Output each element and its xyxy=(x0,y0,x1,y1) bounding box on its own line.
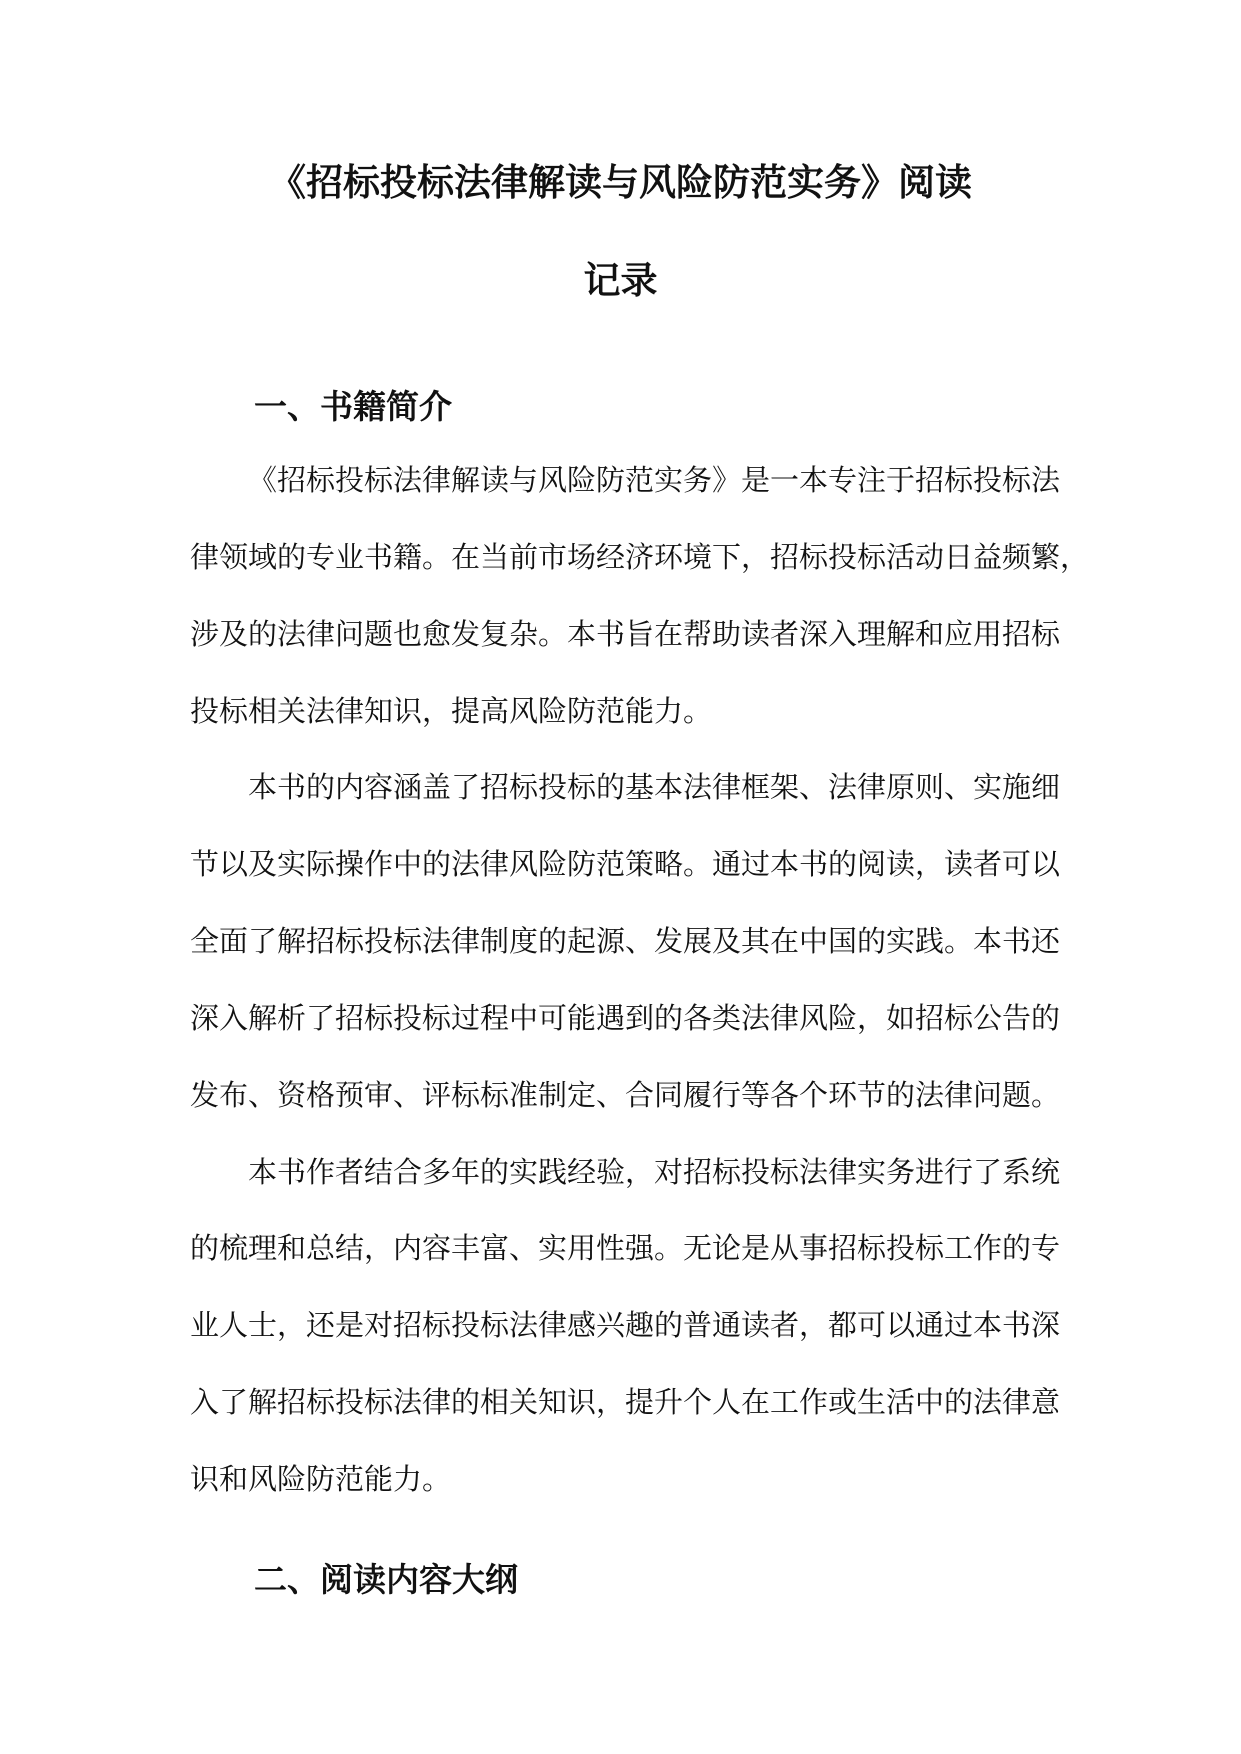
paragraph-line: 的梳理和总结，内容丰富、实用性强。无论是从事招标投标工作的专 xyxy=(190,1231,1061,1265)
paragraph-line: 本书的内容涵盖了招标投标的基本法律框架、法律原则、实施细 xyxy=(248,770,1061,804)
paragraph-line: 全面了解招标投标法律制度的起源、发展及其在中国的实践。本书还 xyxy=(190,924,1061,958)
paragraph-line: 深入解析了招标投标过程中可能遇到的各类法律风险，如招标公告的 xyxy=(190,1001,1061,1035)
section-heading-intro: 一、书籍简介 xyxy=(254,387,452,426)
paragraph-line: 本书作者结合多年的实践经验，对招标投标法律实务进行了系统 xyxy=(248,1155,1061,1189)
document-title-line2: 记录 xyxy=(583,259,658,302)
section-heading-outline: 二、阅读内容大纲 xyxy=(254,1560,518,1599)
paragraph-line: 《招标投标法律解读与风险防范实务》是一本专注于招标投标法 xyxy=(248,463,1061,497)
paragraph-line: 律领域的专业书籍。在当前市场经济环境下，招标投标活动日益频繁， xyxy=(190,540,1090,574)
paragraph-line: 识和风险防范能力。 xyxy=(190,1462,452,1496)
paragraph-line: 业人士，还是对招标投标法律感兴趣的普通读者，都可以通过本书深 xyxy=(190,1308,1061,1342)
paragraph-line: 发布、资格预审、评标标准制定、合同履行等各个环节的法律问题。 xyxy=(190,1078,1061,1112)
paragraph-line: 涉及的法律问题也愈发复杂。本书旨在帮助读者深入理解和应用招标 xyxy=(190,617,1061,651)
document-title-line1: 《招标投标法律解读与风险防范实务》阅读 xyxy=(269,161,972,204)
paragraph-line: 节以及实际操作中的法律风险防范策略。通过本书的阅读，读者可以 xyxy=(190,847,1061,881)
paragraph-line: 投标相关法律知识，提高风险防范能力。 xyxy=(190,694,713,728)
paragraph-line: 入了解招标投标法律的相关知识，提升个人在工作或生活中的法律意 xyxy=(190,1385,1061,1419)
